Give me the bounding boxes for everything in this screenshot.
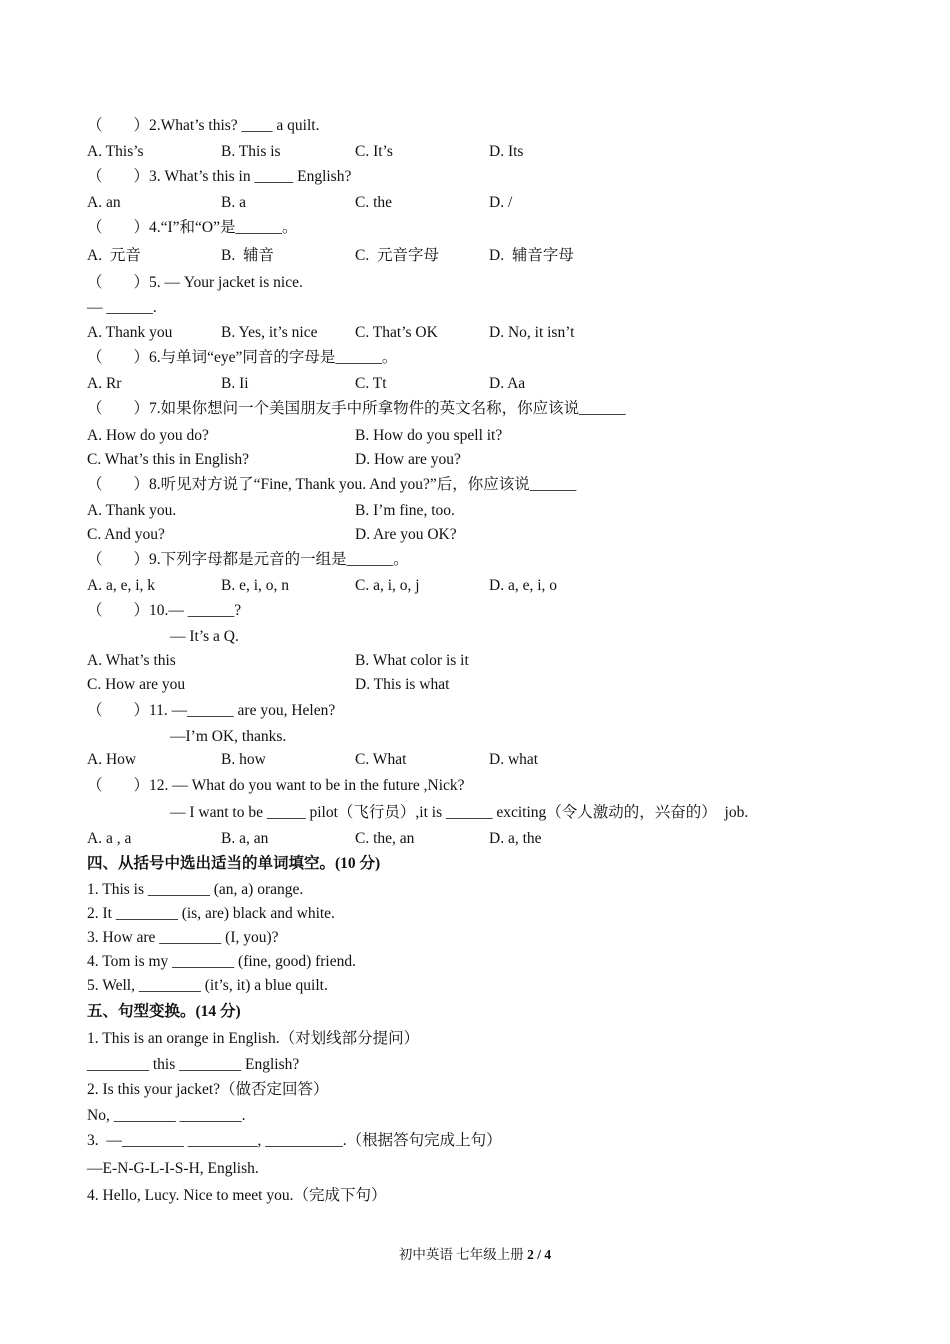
option-d: D. a, the (489, 830, 542, 847)
option-b: B. e, i, o, n (221, 577, 290, 594)
option-c: C. What’s this in English? (87, 451, 250, 468)
options-q8-cd (87, 525, 847, 545)
option-c: C. the, an (355, 830, 415, 847)
option-a: A. How do you do? (87, 427, 209, 444)
options-q9 (87, 576, 847, 596)
question-2: （ ）2.What’s this? ____ a quilt. (87, 117, 320, 134)
section-4-heading: 四、从括号中选出适当的单词填空。(10 分) (87, 855, 381, 872)
option-a: A. a, e, i, k (87, 577, 156, 594)
options-q7-cd (87, 450, 847, 470)
question-7: （ ）7.如果你想问一个美国朋友手中所拿物件的英文名称，你应该说______ (87, 400, 626, 417)
option-d: D. Aa (489, 375, 526, 392)
section-5-item: 4. Hello, Lucy. Nice to meet you.（完成下句） (87, 1187, 387, 1204)
option-d: D. 辅音字母 (489, 247, 574, 264)
option-b: B. I’m fine, too. (355, 502, 455, 519)
question-10-response: — It’s a Q. (170, 628, 239, 645)
option-c: C. 元音字母 (355, 247, 439, 264)
section-4-item: 2. It ________ (is, are) black and white. (87, 905, 335, 922)
question-8: （ ）8.听见对方说了“Fine, Thank you. And you?”后，你应该说______ (87, 476, 577, 493)
option-d: D. what (489, 751, 539, 768)
question-11: （ ）11. —______ are you, Helen? (87, 702, 336, 719)
section-5-heading: 五、句型变换。(14 分) (87, 1003, 241, 1020)
options-q11 (87, 750, 847, 770)
option-b: B. a, an (221, 830, 269, 847)
options-q7-ab (87, 426, 847, 446)
page-footer (0, 1246, 950, 1264)
option-a: A. Thank you (87, 324, 173, 341)
option-a: A. This’s (87, 143, 144, 160)
options-q10-ab (87, 651, 847, 671)
section-5-item: No, ________ ________. (87, 1107, 246, 1124)
option-d: D. This is what (355, 676, 450, 693)
section-4-item: 5. Well, ________ (it’s, it) a blue quilt. (87, 977, 328, 994)
option-b: B. 辅音 (221, 247, 274, 264)
option-d: D. Its (489, 143, 524, 160)
question-12: （ ）12. — What do you want to be in the future ,Nick? (87, 777, 465, 794)
option-c: C. It’s (355, 143, 393, 160)
question-10: （ ）10.— ______? (87, 602, 242, 619)
question-5: （ ）5. — Your jacket is nice. (87, 274, 303, 291)
option-a: A. 元音 (87, 247, 141, 264)
options-q6 (87, 374, 847, 394)
options-q12 (87, 829, 847, 849)
option-b: B. Yes, it’s nice (221, 324, 318, 341)
options-q10-cd (87, 675, 847, 695)
options-q3 (87, 193, 847, 213)
option-c: C. How are you (87, 676, 186, 693)
option-a: A. Thank you. (87, 502, 177, 519)
section-5-item: ________ this ________ English? (87, 1056, 300, 1073)
option-a: A. a , a (87, 830, 132, 847)
section-4-item: 1. This is ________ (an, a) orange. (87, 881, 304, 898)
section-5-item: 1. This is an orange in English.（对划线部分提问） (87, 1030, 420, 1047)
option-c: C. That’s OK (355, 324, 438, 341)
question-12-response: — I want to be _____ pilot（飞行员）,it is ______ exciting（令人激动的，兴奋的） job. (170, 804, 749, 821)
section-5-item: 3. —________ _________, __________.（根据答句完成上句） (87, 1132, 502, 1149)
option-b: B. how (221, 751, 266, 768)
option-a: A. How (87, 751, 137, 768)
option-a: A. What’s this (87, 652, 176, 669)
footer-text: 初中英语 七年级上册 (398, 1247, 528, 1262)
option-c: C. the (355, 194, 393, 211)
option-c: C. Tt (355, 375, 387, 392)
question-9: （ ）9.下列字母都是元音的一组是______。 (87, 551, 409, 568)
question-3: （ ）3. What’s this in _____ English? (87, 168, 352, 185)
option-c: C. What (355, 751, 407, 768)
section-4-item: 3. How are ________ (I, you)? (87, 929, 279, 946)
question-11-response: —I’m OK, thanks. (170, 728, 287, 745)
option-c: C. And you? (87, 526, 165, 543)
section-5-item: —E-N-G-L-I-S-H, English. (87, 1160, 259, 1177)
option-c: C. a, i, o, j (355, 577, 420, 594)
options-q4 (87, 246, 847, 266)
option-d: D. / (489, 194, 513, 211)
options-q2 (87, 142, 847, 162)
question-5-response: — ______. (87, 299, 157, 316)
option-b: B. What color is it (355, 652, 469, 669)
option-a: A. Rr (87, 375, 122, 392)
page-number: 2 / 4 (527, 1247, 552, 1262)
option-d: D. No, it isn’t (489, 324, 575, 341)
option-b: B. a (221, 194, 246, 211)
option-d: D. Are you OK? (355, 526, 457, 543)
section-4-item: 4. Tom is my ________ (fine, good) friend. (87, 953, 356, 970)
option-b: B. How do you spell it? (355, 427, 503, 444)
question-6: （ ）6.与单词“eye”同音的字母是______。 (87, 349, 398, 366)
options-q8-ab (87, 501, 847, 521)
option-d: D. How are you? (355, 451, 461, 468)
options-q5 (87, 323, 847, 343)
option-a: A. an (87, 194, 121, 211)
section-5-item: 2. Is this your jacket?（做否定回答） (87, 1081, 329, 1098)
question-4: （ ）4.“I”和“O”是______。 (87, 219, 298, 236)
option-d: D. a, e, i, o (489, 577, 558, 594)
option-b: B. This is (221, 143, 281, 160)
option-b: B. Ii (221, 375, 249, 392)
